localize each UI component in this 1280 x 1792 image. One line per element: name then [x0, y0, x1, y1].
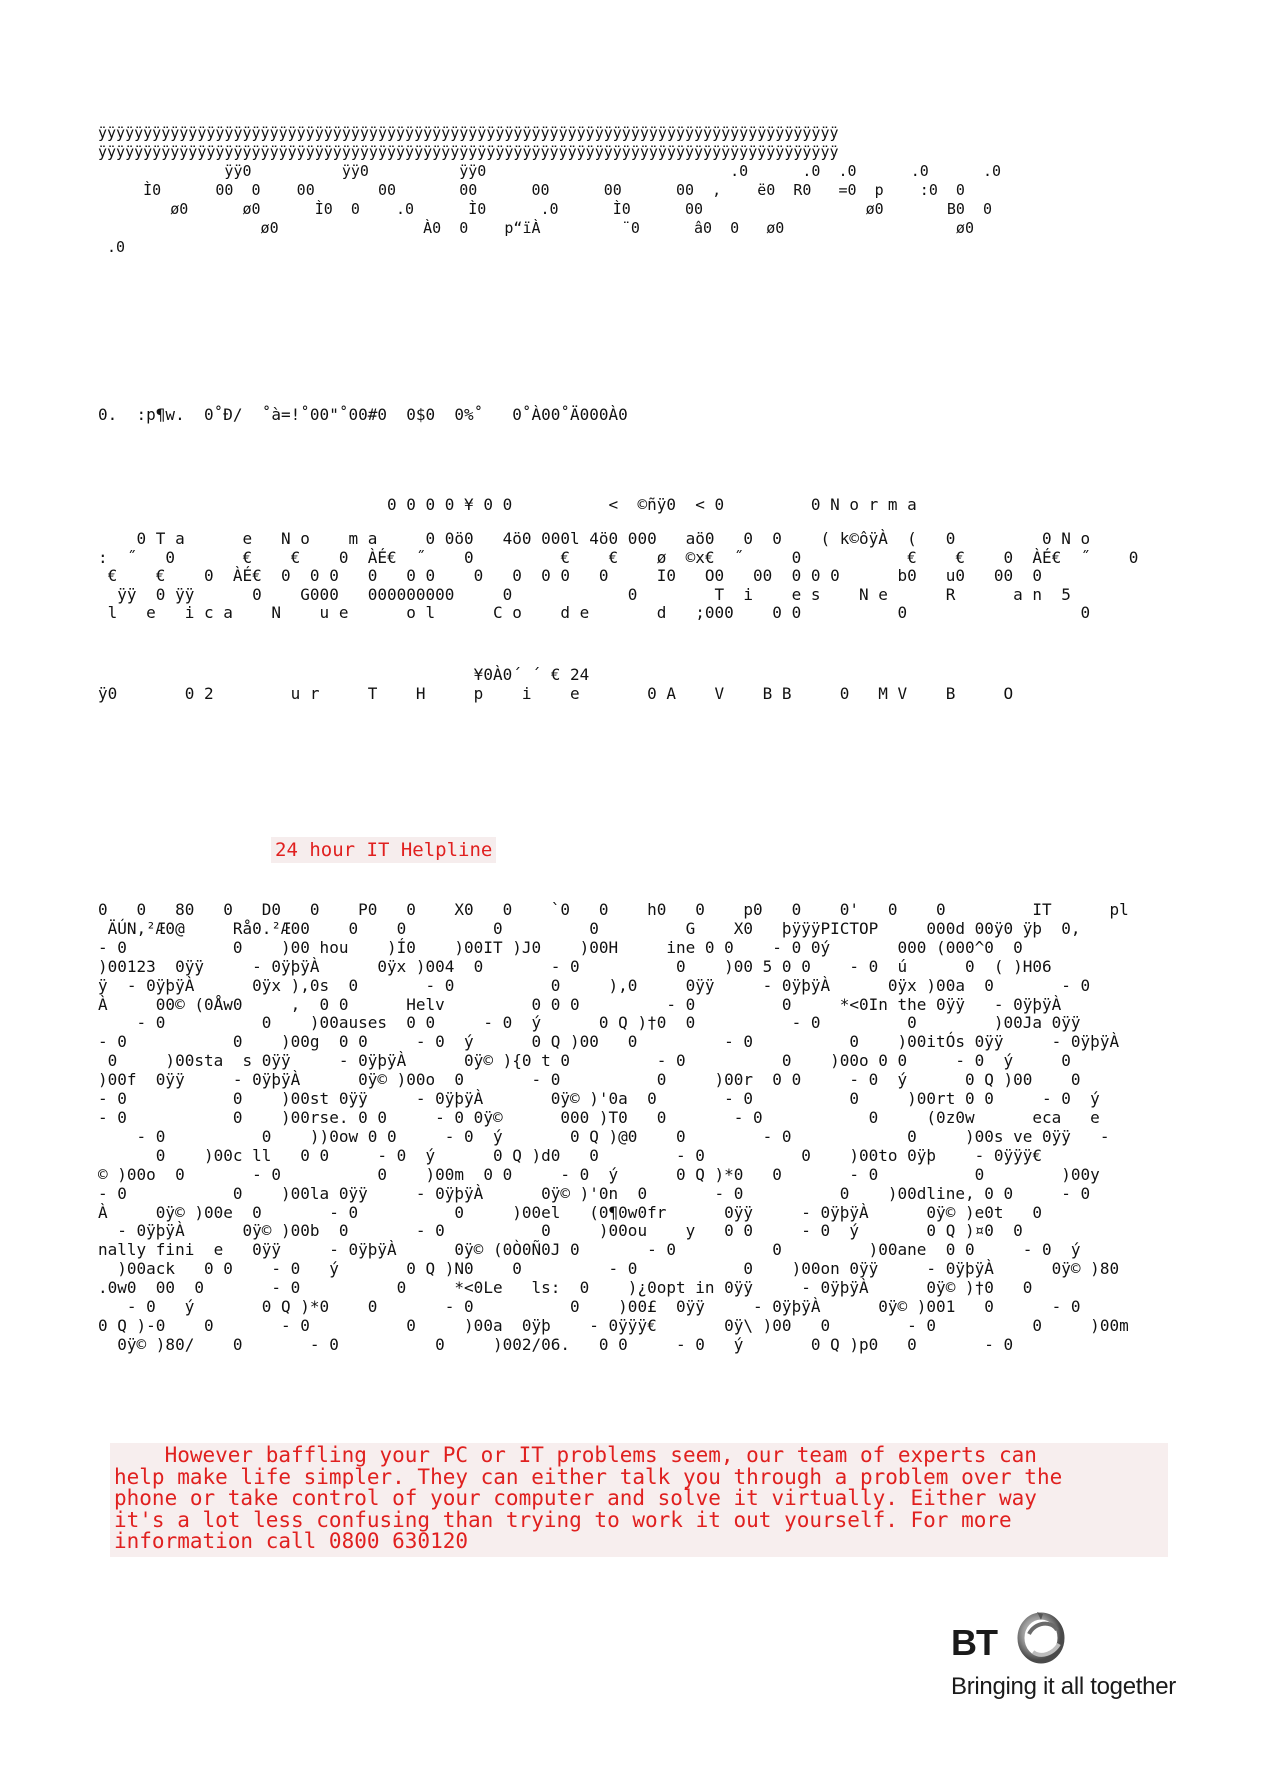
garbled-characters-block: 0 T a e N o m a 0 0ö0 4ö0 000l 4ö0 000 aö0 0 0 ( k©ôÿÀ ( 0 0 N o : ˝ 0 € € 0 ÀÉ€ ˝ 0 € € ø ©x€ ˝ 0 € € 0 ÀÉ€ ˝ 0 € € 0 ÀÉ€ 0 0 0 0 0 0 0 0 0 0 0 I0 O0 00 0 0 0 b0 u0 00 0 ÿÿ 0 ÿÿ 0 G000 000000000 0 0 T i e s N e R a n 5 l e i c a N u e o l C o d e d ;000 0 0 0 0 — [98, 529, 1139, 623]
body-copy-line: phone or take control of your computer and solve it virtually. Either way — [114, 1486, 1037, 1510]
garbled-text-header — [98, 118, 1166, 258]
bt-piper-globe-icon — [1015, 1608, 1067, 1664]
bt-tagline: Bringing it all together — [951, 1673, 1176, 1700]
helpline-heading: 24 hour IT Helpline — [271, 837, 496, 863]
garbled-text-body — [98, 898, 1166, 1358]
garbled-characters-row-3: ¥0À0´ ´ € 24 ÿ0 0 2 u r T H p i e 0 A V B B 0 M V B O — [98, 665, 1014, 703]
garbled-text-middle — [98, 400, 1166, 720]
garbled-characters-row-1: 0. :p¶w. 0˚Ð/ ˚à=!˚00"˚00#0 0$0 0%˚ 0˚À00˚Ä000À0 — [98, 405, 628, 424]
advert-body-copy — [110, 1443, 1168, 1557]
body-copy-line: information call 0800 630120 — [114, 1529, 469, 1553]
bt-logo — [951, 1608, 1176, 1680]
garbled-characters-top: ÿÿÿÿÿÿÿÿÿÿÿÿÿÿÿÿÿÿÿÿÿÿÿÿÿÿÿÿÿÿÿÿÿÿÿÿÿÿÿÿÿÿÿÿÿÿÿÿÿÿÿÿÿÿÿÿÿÿÿÿÿÿÿÿÿÿÿÿÿÿÿÿÿÿÿÿÿÿÿÿÿÿ ÿÿÿÿÿÿÿÿÿÿÿÿÿÿÿÿÿÿÿÿÿÿÿÿÿÿÿÿÿÿÿÿÿÿÿÿÿÿÿÿÿÿÿÿÿÿÿÿÿÿÿÿÿÿÿÿÿÿÿÿÿÿÿÿÿÿÿÿÿÿÿÿÿÿÿÿÿÿÿÿÿÿ ÿÿ0 ÿÿ0 ÿÿ0 .0 .0 .0 .0 .0 Ì0 00 0 00 00 00 00 00 00 , ë0 R0 =0 p :0 0 ø0 ø0 Ì0 0 .0 Ì0 .0 Ì0 00 ø0 B0 0 ø0 À0 0 p“ïÀ ¨0 â0 0 ø0 ø0 .0 — [98, 124, 1002, 256]
body-copy-line: help make life simpler. They can either talk you through a problem over the — [114, 1464, 1063, 1489]
garbled-characters-body: 0 0 80 0 D0 0 P0 0 X0 0 `0 0 h0 0 p0 0 0' 0 0 IT pl ÄÚN,²Æ0@ Rå0.²Æ00 0 0 0 0 G X0 þÿÿÿPICTOP 000d 00ÿ0 ÿþ 0, - 0 0 )00 hou )Í0 )00IT )J0 )00H ine 0 0 - 0 0ý 000 (000^0 0 )00123 0ÿÿ - 0ÿþÿÀ 0ÿx )004 0 - 0 0 )00 5 0 0 - 0 ú 0 ( )H06 ÿ - 0ÿþÿÀ 0ÿx ),0s 0 - 0 0 ),0 0ÿÿ - 0ÿþÿÀ 0ÿx )00a 0 - 0 À 00© (0Åw0 , 0 0 Helv 0 0 0 - 0 0 *<0In the 0ÿÿ - 0ÿþÿÀ - 0 0 )00auses 0 0 - 0 ý 0 Q )†0 0 - 0 0 )00Ja 0ÿÿ - 0 0 )00g 0 0 - 0 ý 0 Q )00 0 - 0 0 )00itÓs 0ÿÿ - 0ÿþÿÀ 0 )00sta s 0ÿÿ - 0ÿþÿÀ 0ÿ© ){0 t 0 - 0 0 )00o 0 0 - 0 ý 0 )00f 0ÿÿ - 0ÿþÿÀ 0ÿ© )00o 0 - 0 0 )00r 0 0 - 0 ý 0 Q )00 0 - 0 0 )00st 0ÿÿ - 0ÿþÿÀ 0ÿ© )'0a 0 - 0 0 )00rt 0 0 - 0 ý - 0 0 )00rse. 0 0 - 0 0ÿ© 000 )T0 0 - 0 0 (0z0w eca e - 0 0 ))0ow 0 0 - 0 ý 0 Q )@0 0 - 0 0 )00s ve 0ÿÿ - 0 )00c ll 0 0 - 0 ý 0 Q )d0 0 - 0 0 )00to 0ÿþ - 0ÿÿÿ€ © )00o 0 - 0 0 )00m 0 0 - 0 ý 0 Q )*0 0 - 0 0 )00y - 0 0 )00la 0ÿÿ - 0ÿþÿÀ 0ÿ© )'0n 0 - 0 0 )00dline, 0 0 - 0 À 0ÿ© )00e 0 - 0 0 )00el (0¶0w0fr 0ÿÿ - 0ÿþÿÀ 0ÿ© )e0t 0 - 0ÿþÿÀ 0ÿ© )00b 0 - 0 0 )00ou y 0 0 - 0 ý 0 Q )¤0 0 nally fini e 0ÿÿ - 0ÿþÿÀ 0ÿ© (0Ò0Ñ0J 0 - 0 0 )00ane 0 0 - 0 ý )00ack 0 0 - 0 ý 0 Q )N0 0 - 0 0 )00on 0ÿÿ - 0ÿþÿÀ 0ÿ© )80 .0w0 00 0 - 0 0 *<0Le ls: 0 )¿0opt in 0ÿÿ - 0ÿþÿÀ 0ÿ© )†0 0 - 0 ý 0 Q )*0 0 - 0 0 )00£ 0ÿÿ - 0ÿþÿÀ 0ÿ© )001 0 - 0 0 Q )-0 0 - 0 0 )00a 0ÿþ - 0ÿÿÿ€ 0ÿ\ )00 0 - 0 0 )00m 0ÿ© )80/ 0 - 0 0 )002/06. 0 0 - 0 ý 0 Q )p0 0 - 0 — [98, 900, 1129, 1354]
garbled-characters-row-2: 0 0 0 0 ¥ 0 0 < ©ñÿ0 < 0 0 N o r m a — [98, 495, 917, 514]
body-copy-line: However baffling your PC or IT problems seem, our team of experts can — [114, 1443, 1037, 1467]
body-copy-line: it's a lot less confusing than trying to work it out yourself. For more — [114, 1507, 1012, 1532]
bt-wordmark: BT — [951, 1622, 997, 1663]
